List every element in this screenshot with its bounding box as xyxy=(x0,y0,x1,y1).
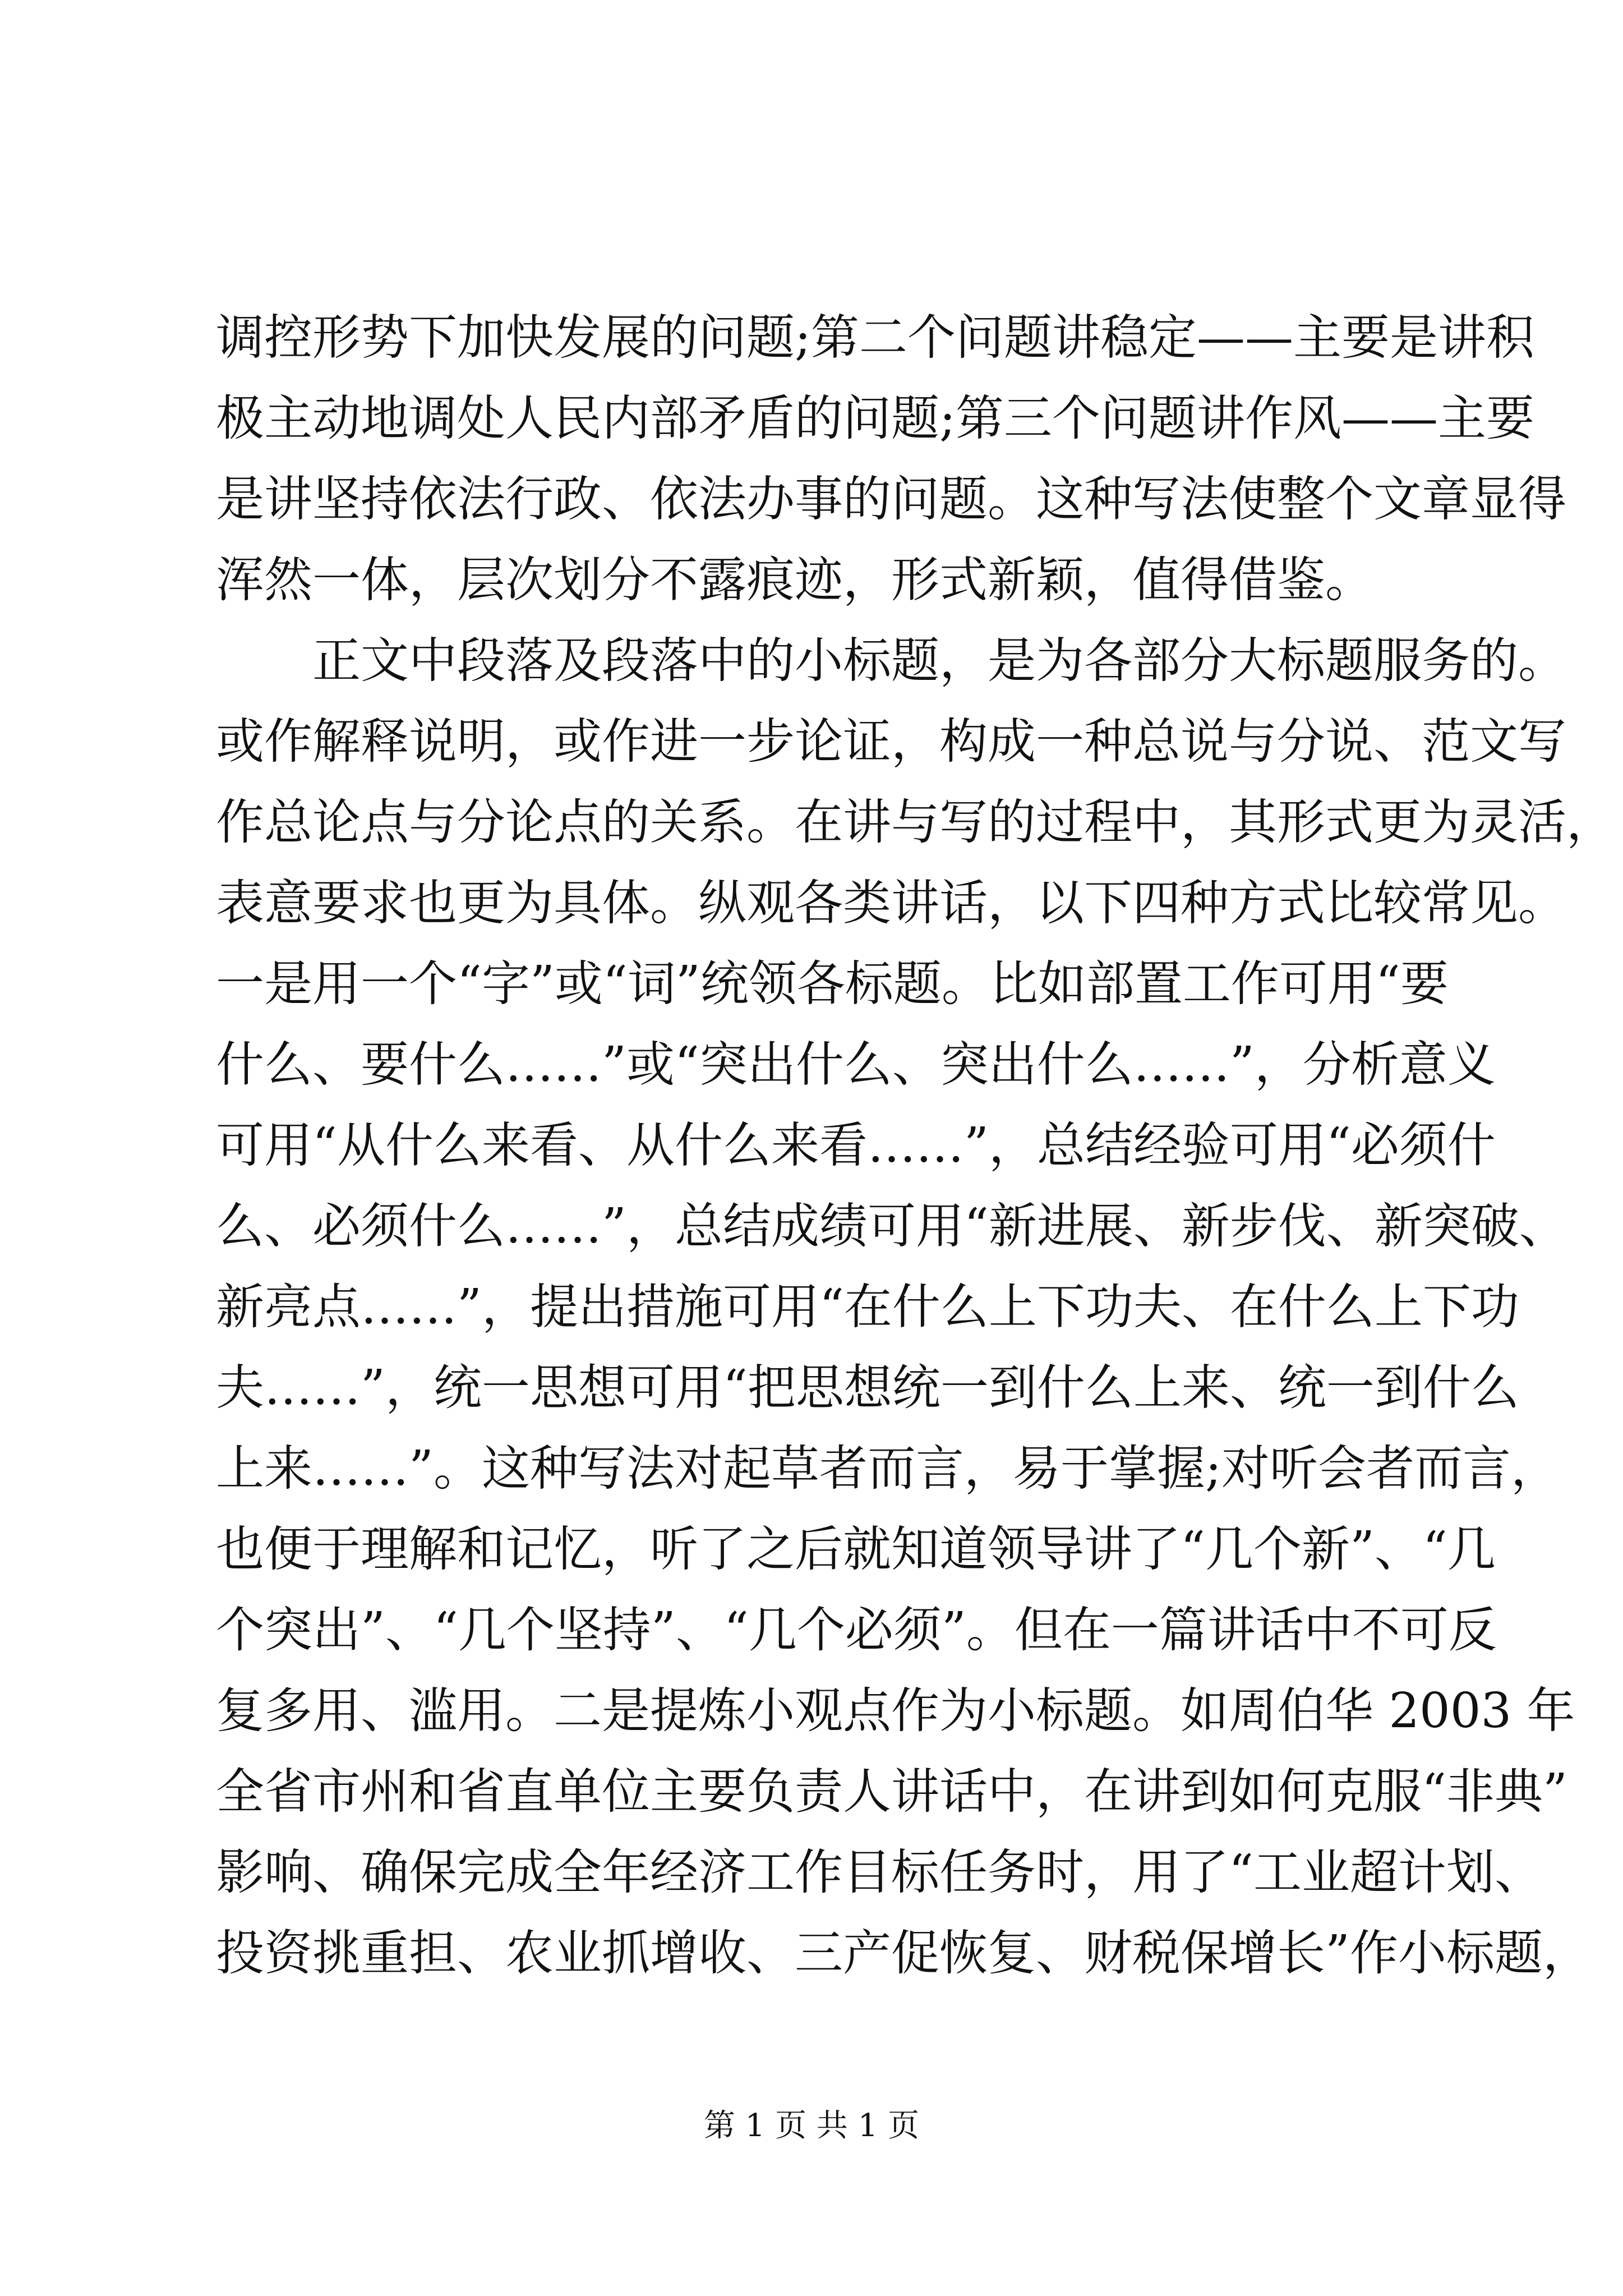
document-body xyxy=(216,297,1615,1994)
page-number-label: 第 1 页 共 1 页 xyxy=(703,2108,920,2144)
text-line: 上来……”。这种写法对起草者而言，易于掌握;对听会者而言， xyxy=(216,1441,1559,1497)
text-line: 极主动地调处人民内部矛盾的问题;第三个问题讲作风——主要 xyxy=(216,390,1534,447)
text-line: 新亮点……”，提出措施可用“在什么上下功夫、在什么上下功 xyxy=(216,1279,1519,1335)
text-line: 全省市州和省直单位主要负责人讲话中，在讲到如何克服“非典” xyxy=(216,1764,1567,1820)
text-line: 个突出”、“几个坚持”、“几个必须”。但在一篇讲话中不可反 xyxy=(216,1602,1497,1658)
text-line: 可用“从什么来看、从什么来看……”，总结经验可用“必须什 xyxy=(216,1117,1496,1174)
text-line: 一是用一个“字”或“词”统领各标题。比如部置工作可用“要 xyxy=(216,956,1449,1012)
text-line: 正文中段落及段落中的小标题，是为各部分大标题服务的。 xyxy=(312,633,1566,689)
text-line: 么、必须什么……”，总结成绩可用“新进展、新步伐、新突破、 xyxy=(216,1198,1567,1254)
text-line: 是讲坚持依法行政、依法办事的问题。这种写法使整个文章显得 xyxy=(216,471,1566,527)
text-line: 复多用、滥用。二是提炼小观点作为小标题。如周伯华 2003 年 xyxy=(216,1683,1575,1739)
text-line: 作总论点与分论点的关系。在讲与写的过程中，其形式更为灵活， xyxy=(216,794,1615,850)
text-line: 夫……”，统一思想可用“把思想统一到什么上来、统一到什么 xyxy=(216,1360,1519,1416)
page-footer xyxy=(0,2101,1623,2146)
text-line: 什么、要什么……”或“突出什么、突出什么……”，分析意义 xyxy=(216,1037,1496,1093)
text-line: 浑然一体，层次划分不露痕迹，形式新颖，值得借鉴。 xyxy=(216,552,1373,608)
text-line: 表意要求也更为具体。纵观各类讲话，以下四种方式比较常见。 xyxy=(216,875,1566,931)
text-line: 也便于理解和记忆，听了之后就知道领导讲了“几个新”、“几 xyxy=(216,1521,1496,1577)
text-line: 投资挑重担、农业抓增收、三产促恢复、财税保增长”作小标题， xyxy=(216,1925,1591,1981)
text-line: 或作解释说明，或作进一步论证，构成一种总说与分说、范文写 xyxy=(216,714,1566,770)
text-line: 调控形势下加快发展的问题;第二个问题讲稳定——主要是讲积 xyxy=(216,310,1534,366)
text-line: 影响、确保完成全年经济工作目标任务时，用了“工业超计划、 xyxy=(216,1844,1543,1901)
